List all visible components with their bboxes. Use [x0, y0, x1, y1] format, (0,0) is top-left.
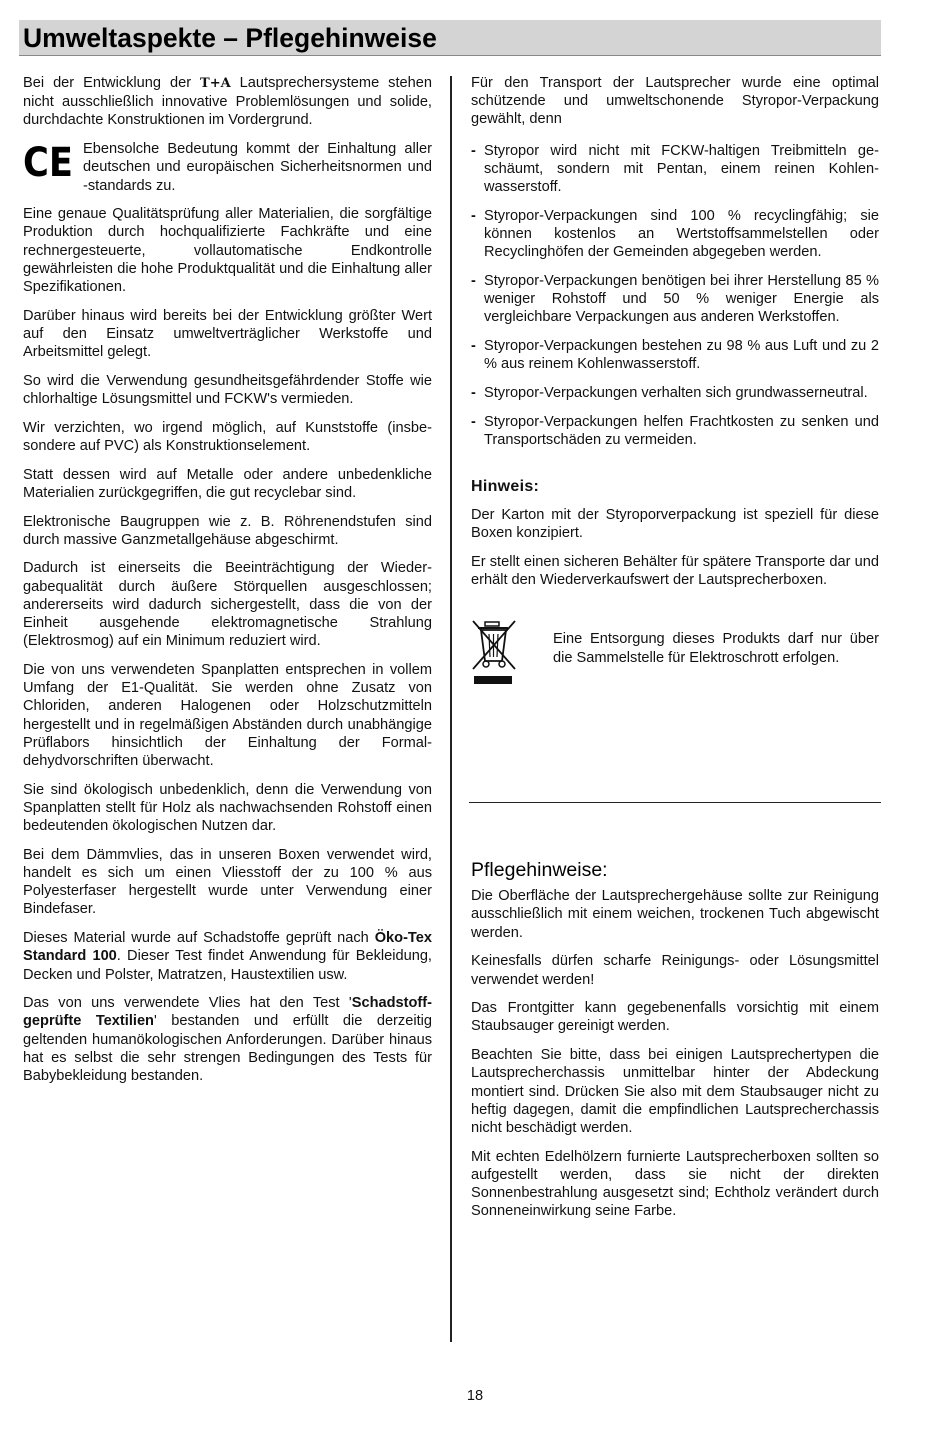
- paragraph-werkstoffe: Darüber hinaus wird bereits bei der Entwicklung größter Wert auf den Einsatz umweltverträglicher Werkstoffe und Arbeitsmittel gelegt.: [23, 307, 432, 361]
- pflege-paragraph-2: Keinesfalls dürfen scharfe Reinigungs- oder Lösungsmittel verwendet werden!: [471, 953, 879, 988]
- page-number: 18: [466, 1388, 484, 1404]
- list-item-text: Styropor-Verpackungen bestehen zu 98 % aus Luft und zu 2 % aus reinem Kohlenwasserstoff.: [484, 337, 879, 373]
- paragraph-daemmvlies: Bei dem Dämmvlies, das in unseren Boxen verwendet wird, handelt es sich um einen Vliesstoff der zu 100 % aus Polyesterfaser hergestellt wurde unter Verwendung einer Bindefaser.: [23, 846, 432, 918]
- dash-marker: -: [471, 413, 476, 430]
- paragraph-qualitaet: Eine genaue Qualitätsprüfung aller Materialien, die sorgfältige Produktion durch hochqualifizierte Fachkräfte und eine rechnergesteuerte, vollautomatische Endkontrolle gewährleisten die hohe Produktqualität und die Einhaltung aller Spezifikationen.: [23, 206, 432, 296]
- dash-marker: -: [471, 142, 476, 159]
- vlies-text-a: Das von uns verwendete Vlies hat den Test ': [23, 995, 352, 1012]
- hinweis-paragraph-1: Der Karton mit der Styroporverpackung ist speziell für diese Boxen konzipiert.: [471, 507, 879, 542]
- hinweis-paragraph-2: Er stellt einen sicheren Behälter für spätere Transporte dar und erhält den Wiederverkaufswert der Lautsprecherboxen.: [471, 554, 879, 589]
- pflege-section: [471, 861, 879, 1231]
- list-item: [471, 142, 879, 197]
- entsorgung-paragraph: Eine Entsorgung dieses Produkts darf nur über die Sammelstelle für Elektroschrott erfolgen.: [553, 631, 879, 666]
- intro-text-a: Bei der Entwicklung der: [23, 75, 201, 91]
- paragraph-baugruppen: Elektronische Baugruppen wie z. B. Röhrenendstufen sind durch massive Ganzmetallgehäuse abgeschirmt.: [23, 513, 432, 548]
- list-item: [471, 337, 879, 373]
- intro-text-b: Lautsprechersysteme stehen nicht ausschließlich innovative Problemlösungen und solide, durchdachte Konstruktionen im Vordergrund.: [23, 75, 432, 129]
- pflege-paragraph-1: Die Oberfläche der Lautsprechergehäuse sollte zur Reinigung ausschließlich mit einem weichen, trockenen Tuch abgewischt werden.: [471, 888, 879, 941]
- list-item-text: Styropor-Verpackungen sind 100 % recyclingfähig; sie können kostenlos an Wertstoffsammelstellen oder Recyclinghöfen der Gemeinden abgegeben werden.: [484, 207, 879, 261]
- material-text-a: Dieses Material wurde auf Schadstoffe geprüft nach: [23, 930, 375, 947]
- list-item-text: Styropor-Verpackungen helfen Frachtkosten zu senken und Transportschäden zu vermeiden.: [484, 413, 879, 448]
- list-item-text: Styropor wird nicht mit FCKW-haltigen Treibmitteln geschäumt, sondern mit Pentan, einem reinen Kohlenwasserstoff.: [484, 142, 879, 196]
- paragraph-vlies: [23, 994, 432, 1085]
- paragraph-metalle: Statt dessen wird auf Metalle oder andere unbedenkliche Materialien zurückgegriffen, die gut recyclebar sind.: [23, 466, 432, 501]
- paragraph-oekologisch: Sie sind ökologisch unbedenklich, denn die Verwendung von Spanplatten stellt für Holz als nachwachsenden Rohstoff einen bedeutenden ökologischen Nutzen dar.: [23, 781, 432, 835]
- pflege-paragraph-3: Das Frontgitter kann gegebenenfalls vorsichtig mit einem Staubsauger gereinigt werden.: [471, 1000, 879, 1035]
- ce-paragraph: Ebensolche Bedeutung kommt der Einhaltung aller deutschen und europäischen Sicherheitsnormen und -standards zu.: [83, 141, 432, 194]
- paragraph-stoerquellen: Dadurch ist einerseits die Beeinträchtigung der Wiedergabequalität durch äußere Störquellen ausgeschlossen; andererseits wird dadurch sichergestellt, dass die von der Einheit ausgehende elektromagnetische Strahlung (Elektrosmog) auf ein Minimum reduziert wird.: [23, 560, 432, 650]
- brand-logo: T+A: [200, 76, 231, 91]
- ce-block: [23, 140, 432, 195]
- list-item-text: Styropor-Verpackungen verhalten sich grundwasserneutral.: [484, 384, 868, 401]
- dash-marker: -: [471, 207, 476, 224]
- transport-intro: Für den Transport der Lautsprecher wurde eine optimal schützende und umweltschonende Styropor-Verpackung gewählt, denn: [471, 75, 879, 128]
- left-column: [23, 74, 432, 1096]
- vlies-text-c: ' bestanden und erfüllt die derzeitig geltenden humanökologischen Anforderungen. Darüber hinaus hat es selbst die sehr strengen Bedingungen des Tests für Babybekleidung bestanden.: [23, 1013, 432, 1085]
- styropor-list: [471, 142, 879, 449]
- paragraph-spanplatten: Die von uns verwendeten Spanplatten entsprechen in vollem Umfang der E1-Qualität. Sie werden ohne Zusatz von Chloriden, anderen Halogenen oder Holzschutzmitteln hergestellt und in regelmäßigen Abständen durch unabhängige Prüflabors hinsichtlich der Einhaltung der Formaldehydvorschriften überwacht.: [23, 661, 432, 769]
- oeko-tex-label: Öko-Tex Standard 100: [23, 930, 432, 965]
- ce-mark-text: CE: [23, 142, 73, 181]
- paragraph-kunststoffe: Wir verzichten, wo irgend möglich, auf Kunststoffe (insbesondere auf PVC) als Konstruktionselement.: [23, 419, 432, 454]
- section-divider: [469, 802, 881, 803]
- list-item-text: Styropor-Verpackungen benötigen bei ihrer Herstellung 85 % weniger Rohstoff und 50 % weniger Energie als vergleichbare Verpackungen aus anderen Werkstoffen.: [484, 272, 879, 326]
- title-bar: [19, 20, 881, 56]
- list-item: [471, 272, 879, 327]
- paragraph-stoffe: So wird die Verwendung gesundheitsgefährdender Stoffe wie chlorhaltige Lösungsmittel und FCKW's vermieden.: [23, 372, 432, 408]
- disposal-block: [471, 619, 879, 690]
- column-divider: [450, 76, 452, 1342]
- list-item: [471, 207, 879, 262]
- list-item: [471, 384, 879, 402]
- crossed-bin-icon: [471, 619, 553, 690]
- dash-marker: -: [471, 272, 476, 289]
- material-text-c: . Dieser Test findet Anwendung für Bekleidung, Decken und Polster, Matratzen, Haustextilien usw.: [23, 948, 432, 983]
- list-item: [471, 413, 879, 449]
- pflege-heading: Pflegehinweise:: [471, 859, 608, 881]
- paragraph-material: [23, 929, 432, 984]
- schadstoff-label: Schadstoffgeprüfte Textilien: [23, 995, 432, 1030]
- hinweis-heading: Hinweis:: [471, 477, 540, 495]
- right-column: [471, 74, 879, 691]
- intro-paragraph: [23, 74, 432, 130]
- dash-marker: -: [471, 384, 476, 401]
- ce-mark-icon: [23, 142, 83, 185]
- page-title: Umweltaspekte – Pflegehinweise: [23, 23, 437, 53]
- pflege-paragraph-4: Beachten Sie bitte, dass bei einigen Lautsprechertypen die Lautsprecherchassis unmittelbar hinter der Abdeckung montiert sind. Drücken Sie also mit dem Staubsauger nicht zu heftig dagegen, damit die empfindlichen Lautsprecherchassis nicht beschädigt werden.: [471, 1047, 879, 1136]
- dash-marker: -: [471, 337, 476, 354]
- pflege-paragraph-5: Mit echten Edelhölzern furnierte Lautsprecherboxen sollten so aufgestellt werden, dass sie nicht der direkten Sonnenbestrahlung ausgesetzt sind; Echtholz verändert durch Sonneneinwirkung seine Farbe.: [471, 1148, 879, 1220]
